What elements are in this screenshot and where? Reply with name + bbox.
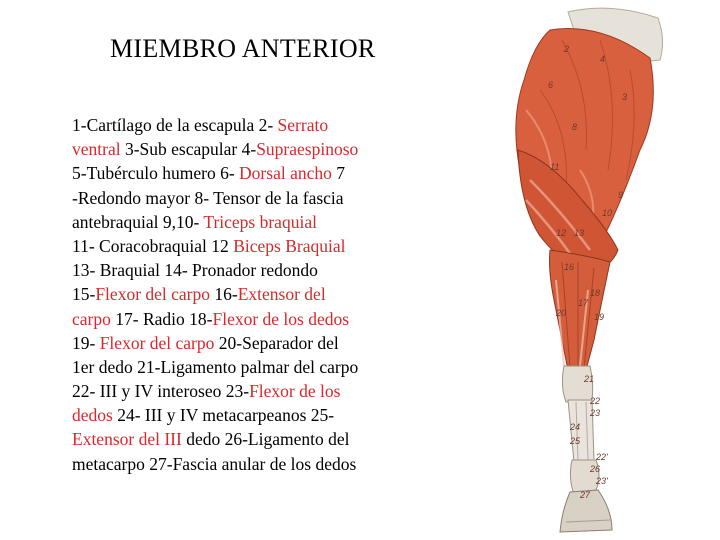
legend-text: 15- <box>72 284 96 305</box>
figure-label-24: 24 <box>570 422 581 432</box>
legend-line <box>72 403 417 427</box>
legend-highlight-text: carpo <box>72 308 111 329</box>
legend-text: 3-Sub escapular 4- <box>120 139 257 160</box>
legend-line <box>72 452 417 476</box>
legend-highlight-text: Supraespinoso <box>256 139 359 160</box>
page-title: MIEMBRO ANTERIOR <box>110 34 376 63</box>
figure-label-25: 25 <box>570 436 581 446</box>
figure-label-8: 8 <box>572 122 578 132</box>
legend-text: 19- <box>72 332 100 353</box>
legend-text: 7 <box>331 163 345 184</box>
figure-label-23: 23 <box>590 408 601 418</box>
figure-label-11: 11 <box>550 162 560 172</box>
figure-label-23p: 23' <box>596 476 608 486</box>
legend-highlight-text: Flexor del carpo <box>95 284 211 305</box>
carpus <box>562 366 595 402</box>
figure-label-27: 27 <box>580 490 591 500</box>
figure-label-19: 19 <box>594 312 605 322</box>
legend-text: 16- <box>210 284 238 305</box>
legend-highlight-text: Flexor de los dedos <box>212 308 350 329</box>
figure-label-2: 2 <box>564 44 570 54</box>
figure-label-12: 12 <box>556 228 567 238</box>
legend-highlight-text: Serrato <box>277 115 329 135</box>
muscle-legend <box>72 113 417 476</box>
legend-text: 13- Braquial 14- Pronador redondo <box>72 260 318 281</box>
legend-line <box>72 210 417 234</box>
legend-line <box>72 258 417 282</box>
legend-text: metacarpo 27-Fascia anular de los dedos <box>72 453 357 474</box>
legend-line <box>72 234 417 258</box>
legend-line <box>72 331 417 355</box>
legend-highlight-text: Dorsal ancho <box>239 163 332 184</box>
legend-highlight-text: dedos <box>72 405 113 426</box>
legend-text: 17- Radio 18- <box>110 308 213 329</box>
legend-highlight-text: Extensor del III <box>72 429 182 450</box>
legend-line <box>72 307 417 331</box>
legend-text: antebraquial 9,10- <box>72 211 204 232</box>
legend-text: -Redondo mayor 8- Tensor de la fascia <box>72 187 344 208</box>
figure-label-17: 17 <box>578 298 589 308</box>
legend-text: 1er dedo 21-Ligamento palmar del carpo <box>72 356 359 377</box>
legend-highlight-text: Triceps braquial <box>203 211 317 232</box>
figure-label-18: 18 <box>590 288 601 298</box>
figure-label-13: 13 <box>574 228 585 238</box>
figure-label-4: 4 <box>600 54 606 64</box>
figure-label-21: 21 <box>584 374 595 384</box>
legend-line <box>72 427 417 451</box>
legend-line <box>72 379 417 403</box>
figure-label-26: 26 <box>590 464 601 474</box>
figure-label-16: 16 <box>564 262 575 272</box>
figure-label-22p: 22' <box>596 452 608 462</box>
legend-text: 5-Tubérculo humero 6- <box>72 163 240 184</box>
legend-highlight-text: Extensor del <box>237 284 326 305</box>
legend-highlight-text: Flexor del carpo <box>99 332 215 353</box>
legend-highlight-text: Biceps Braquial <box>233 235 346 256</box>
forelimb-anatomy-illustration <box>490 0 720 540</box>
figure-label-20: 20 <box>556 308 567 318</box>
figure-label-9: 9 <box>618 190 624 200</box>
figure-label-6: 6 <box>548 80 554 90</box>
legend-line <box>72 186 417 210</box>
legend-highlight-text: ventral <box>72 139 121 160</box>
legend-text: 1-Cartílago de la escapula 2- <box>72 115 278 135</box>
figure-label-22: 22 <box>590 396 601 406</box>
figure-label-3: 3 <box>622 92 628 102</box>
legend-text: 24- III y IV metacarpeanos 25- <box>112 405 335 426</box>
legend-text: 22- III y IV interoseo 23- <box>72 381 250 402</box>
legend-line <box>72 113 417 137</box>
legend-highlight-text: Flexor de los <box>249 381 341 402</box>
legend-text: 20-Separador del <box>214 332 339 353</box>
legend-text: 11- Coracobraquial 12 <box>72 235 234 256</box>
legend-line <box>72 355 417 379</box>
legend-line <box>72 137 417 161</box>
legend-line <box>72 282 417 306</box>
figure-label-10: 10 <box>602 208 613 218</box>
legend-text: dedo 26-Ligamento del <box>181 429 350 450</box>
legend-line <box>72 161 417 185</box>
